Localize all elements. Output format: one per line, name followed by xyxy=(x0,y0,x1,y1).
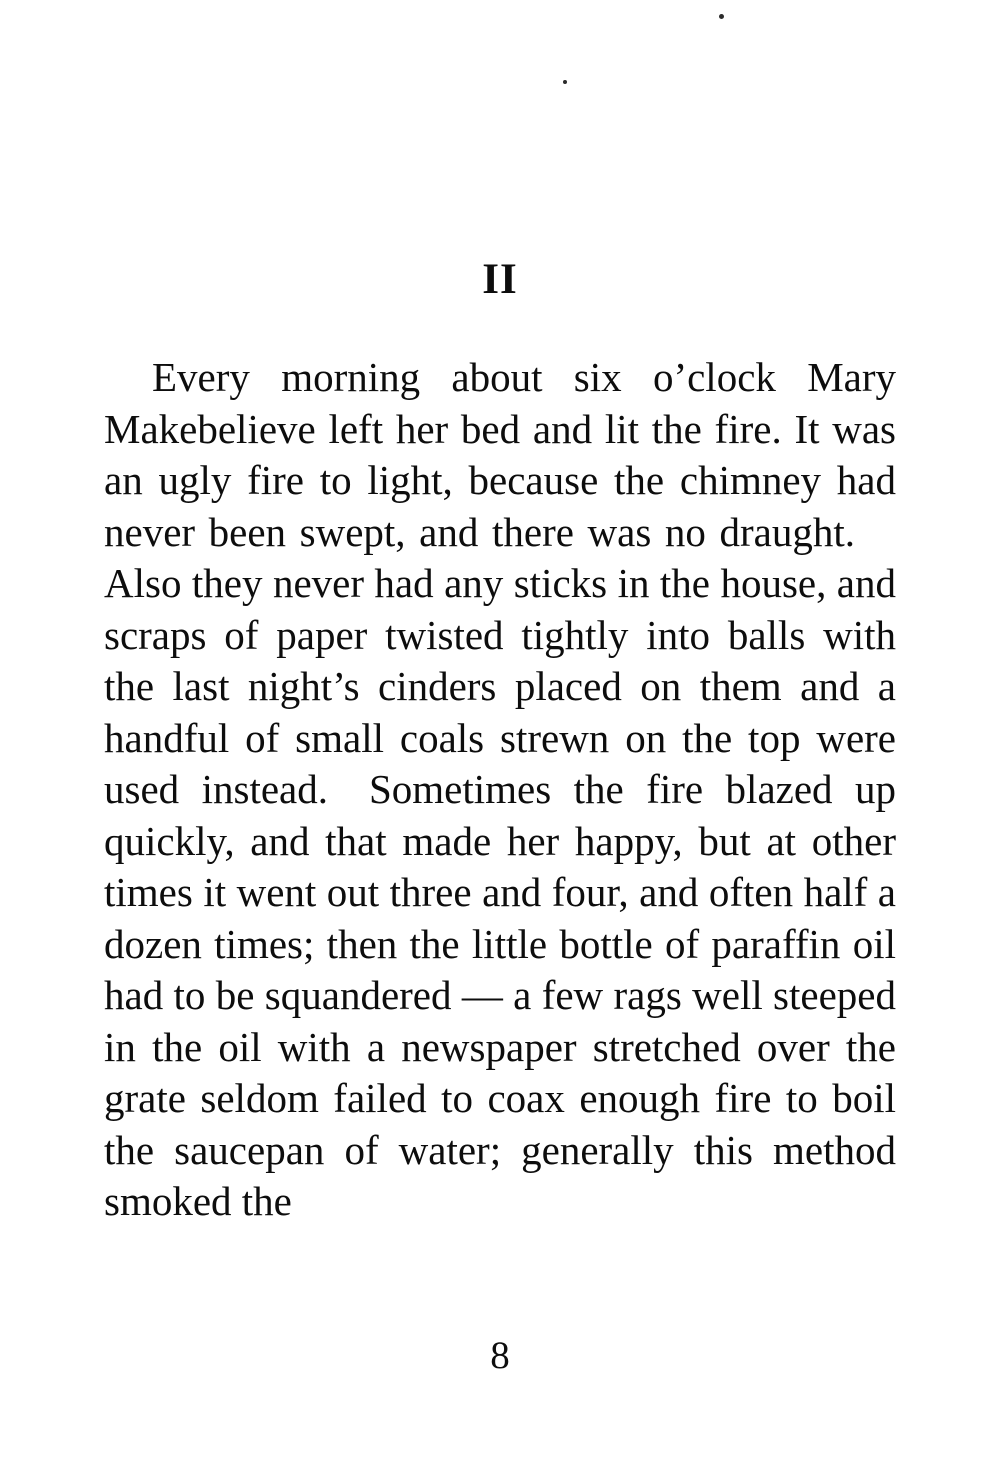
paragraph: Every morning about six o’clock Mary Makebelieve left her bed and lit the fire. It was an ugly fire to light, because the chimney had never been swept, and there was no draught. Also they never had any sticks in the house, and scraps of paper twisted tightly into balls with the last night’s cinders placed on them and a handful of small coals strewn on the top were used instead. Sometimes the fire blazed up quickly, and that made her happy, but at other times it went out three and four, and often half a dozen times; then the little bottle of paraffin oil had to be squandered — a few rags well steeped in the oil with a newspaper stretched over the grate seldom failed to coax enough fire to boil the saucepan of water; generally this method smoked the xyxy=(104,354,896,1224)
ink-speck-icon xyxy=(719,14,724,19)
body-text xyxy=(104,352,896,1228)
ink-speck-icon xyxy=(563,80,567,84)
page-number: 8 xyxy=(490,1334,510,1377)
chapter-number: II xyxy=(482,256,518,303)
